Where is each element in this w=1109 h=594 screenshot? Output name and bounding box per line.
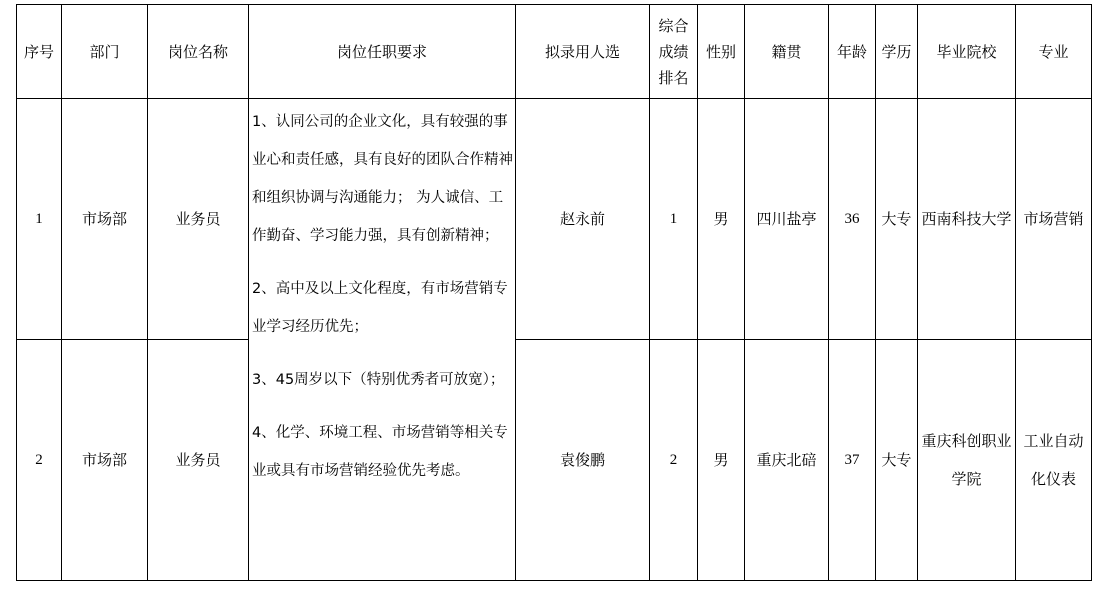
- header-row: [17, 5, 1092, 99]
- row-education: 大专: [876, 340, 918, 581]
- header-school: 毕业院校: [918, 5, 1016, 99]
- row-rank: 2: [650, 340, 698, 581]
- header-requirements: 岗位任职要求: [249, 5, 516, 99]
- row-no: 2: [17, 340, 62, 581]
- row-major: 市场营销: [1016, 99, 1092, 340]
- requirements-cell: [249, 99, 516, 581]
- recruitment-table: [16, 4, 1092, 581]
- header-dept: 部门: [62, 5, 148, 99]
- row-age: 36: [829, 99, 876, 340]
- row-dept: 市场部: [62, 99, 148, 340]
- requirement-item: 2、高中及以上文化程度，有市场营销专业学习经历优先；: [252, 281, 508, 335]
- requirement-item: 3、45周岁以下（特别优秀者可放宽）；: [252, 372, 505, 388]
- table-row: [17, 340, 1092, 581]
- requirement-item: 4、化学、环境工程、市场营销等相关专业或具有市场营销经验优先考虑。: [252, 425, 508, 479]
- header-education: 学历: [876, 5, 918, 99]
- header-position: 岗位名称: [148, 5, 249, 99]
- row-origin: 重庆北碚: [745, 340, 829, 581]
- row-gender: 男: [698, 99, 745, 340]
- row-age: 37: [829, 340, 876, 581]
- table-row: [17, 99, 1092, 340]
- row-position: 业务员: [148, 340, 249, 581]
- header-candidate: 拟录用人选: [516, 5, 650, 99]
- header-major: 专业: [1016, 5, 1092, 99]
- header-gender: 性别: [698, 5, 745, 99]
- row-no: 1: [17, 99, 62, 340]
- requirement-item: 1、认同公司的企业文化，具有较强的事业心和责任感，具有良好的团队合作精神和组织协调与沟通能力； 为人诚信、工作勤奋、学习能力强，具有创新精神；: [252, 114, 513, 244]
- header-origin: 籍贯: [745, 5, 829, 99]
- row-rank: 1: [650, 99, 698, 340]
- row-major: 工业自动化仪表: [1016, 340, 1092, 581]
- row-candidate: 赵永前: [516, 99, 650, 340]
- row-candidate: 袁俊鹏: [516, 340, 650, 581]
- header-age: 年龄: [829, 5, 876, 99]
- row-education: 大专: [876, 99, 918, 340]
- header-rank: 综合成绩排名: [650, 5, 698, 99]
- row-school: 重庆科创职业学院: [918, 340, 1016, 581]
- row-gender: 男: [698, 340, 745, 581]
- row-position: 业务员: [148, 99, 249, 340]
- row-school: 西南科技大学: [918, 99, 1016, 340]
- header-no: 序号: [17, 5, 62, 99]
- row-dept: 市场部: [62, 340, 148, 581]
- row-origin: 四川盐亭: [745, 99, 829, 340]
